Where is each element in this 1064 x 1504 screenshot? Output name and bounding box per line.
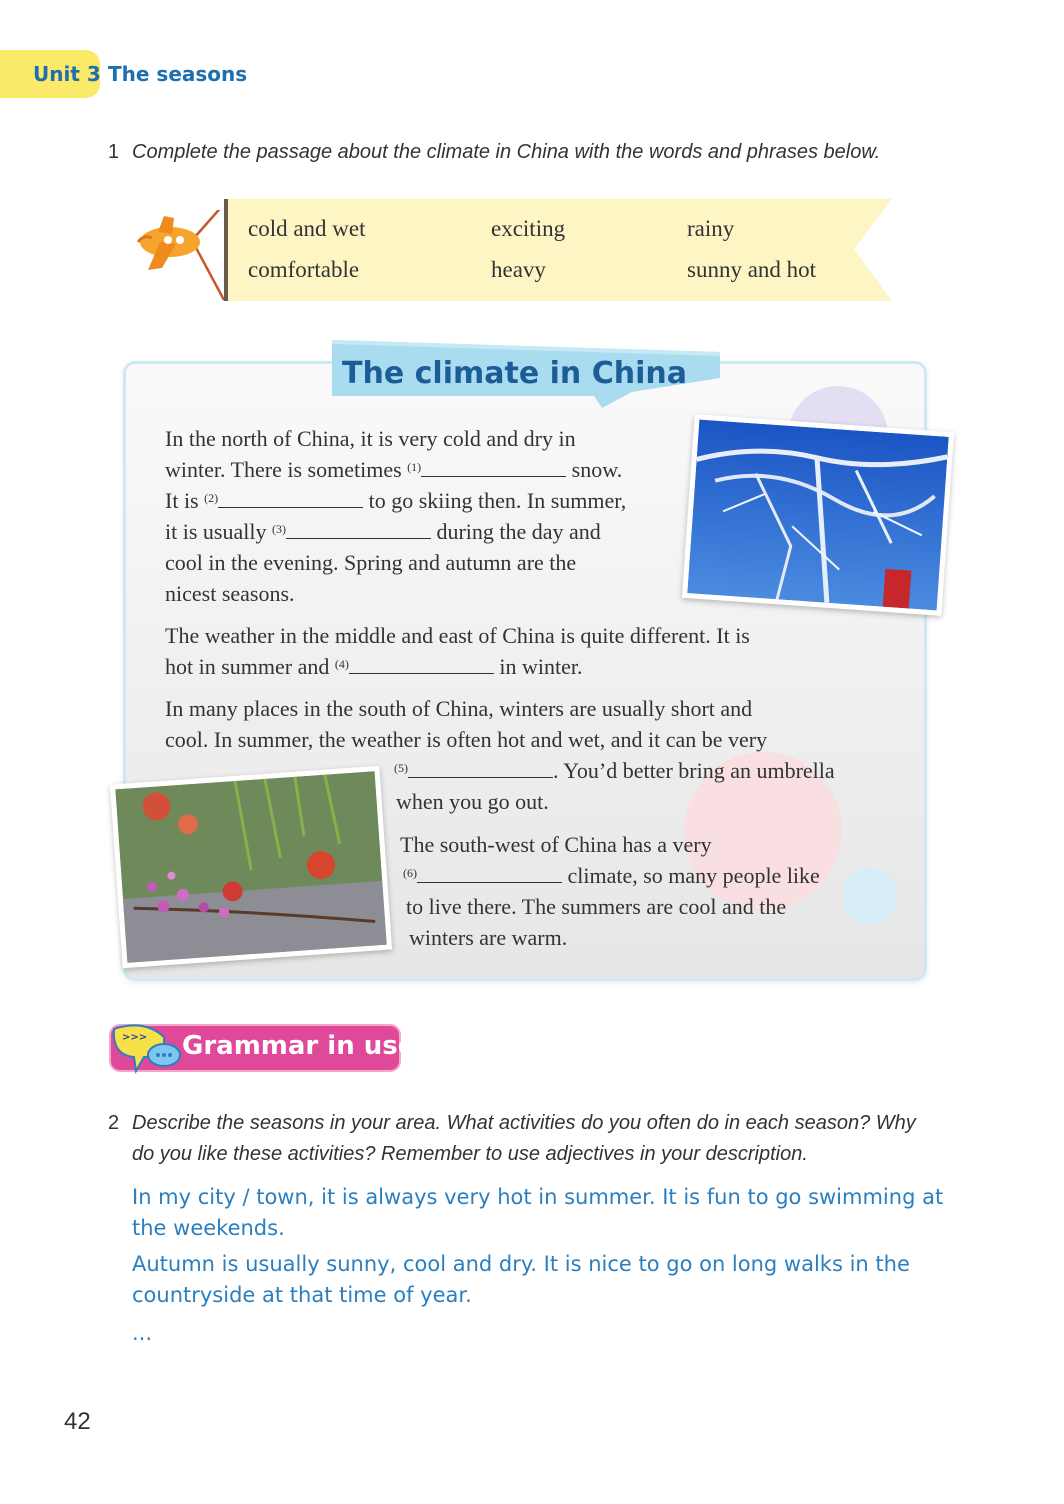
passage-title: The climate in China [342,356,687,391]
passage-line: it is usually $^{(3)}$ during the day and [165,519,601,544]
blank-marker: (4) [334,657,349,671]
unit-title: The seasons [108,62,248,86]
passage-line: hot in summer and $^{(4)}$ in winter. [165,654,583,679]
bubble-arrows-text: >>> [122,1032,148,1043]
exercise2-instruction-line: Describe the seasons in your area. What activities do you often do in each season? Why [132,1112,916,1134]
passage-paragraph-4 [400,829,900,953]
exercise2-instruction-line: do you like these activities? Remember to use adjectives in your description. [132,1143,808,1165]
blank-3[interactable] [286,520,431,539]
exercise2-number: 2 [108,1112,120,1134]
page-number: 42 [64,1408,91,1435]
passage-line: $^{(5)}$ . You’d better bring an umbrella [394,758,835,783]
word-bank-background [224,199,892,301]
sample-answer-2: Autumn is usually sunny, cool and dry. It is nice to go on long walks in the countryside at that time of year. [132,1252,910,1307]
blank-marker: (1) [407,460,422,474]
passage-line: It is $^{(2)}$ to go skiing then. In summer, [165,488,627,513]
word-item: comfortable [248,257,360,282]
passage-line: The south-west of China has a very [400,832,712,857]
word-item: heavy [491,257,546,282]
passage-line: In many places in the south of China, winters are usually short and [165,696,753,721]
passage-paragraph-1 [165,423,685,609]
word-item: cold and wet [248,216,366,241]
exercise1-instruction [108,137,958,168]
word-item: rainy [687,216,735,241]
grammar-label: Grammar in use [182,1031,416,1061]
passage-line: winters are warm. [409,925,568,950]
passage-line: winter. There is sometimes $^{(1)}$ snow. [165,457,623,482]
passage-paragraph-2 [165,620,885,682]
blank-1[interactable] [421,458,566,477]
airplane-icon [134,210,226,302]
passage-line: $^{(6)}$ climate, so many people like [403,863,820,888]
passage-line: In the north of China, it is very cold and dry in [165,426,576,451]
blank-2[interactable] [218,489,363,508]
word-item: exciting [491,216,566,241]
blank-6[interactable] [417,864,562,883]
blank-marker: (6) [403,866,417,880]
passage-line: The weather in the middle and east of China is quite different. It is [165,623,750,648]
blank-marker: (3) [271,522,286,536]
exercise1-number: 1 [108,141,120,163]
blank-marker: (5) [394,761,408,775]
exercise2-instruction [108,1108,958,1170]
passage-line: cool. In summer, the weather is often hot and wet, and it can be very [165,727,768,752]
unit-label: Unit 3 [33,62,101,86]
snow-tree-image [687,419,949,610]
blank-marker: (2) [204,491,219,505]
sample-answer-ellipsis: ... [132,1321,153,1345]
word-bank [224,199,892,301]
snow-tree-photo [682,414,954,616]
exercise1-instruction-text: Complete the passage about the climate in China with the words and phrases below. [132,141,881,163]
sample-answer-1: In my city / town, it is always very hot in summer. It is fun to go swimming at the weekends. [132,1185,944,1240]
passage-line: when you go out. [396,789,549,814]
word-item: sunny and hot [687,257,817,282]
passage-line: cool in the evening. Spring and autumn are the [165,550,577,575]
blank-4[interactable] [349,655,494,674]
passage-line: to live there. The summers are cool and the [406,894,787,919]
blank-5[interactable] [408,759,553,778]
passage-paragraph-3 [165,693,905,817]
passage-line: nicest seasons. [165,581,295,606]
